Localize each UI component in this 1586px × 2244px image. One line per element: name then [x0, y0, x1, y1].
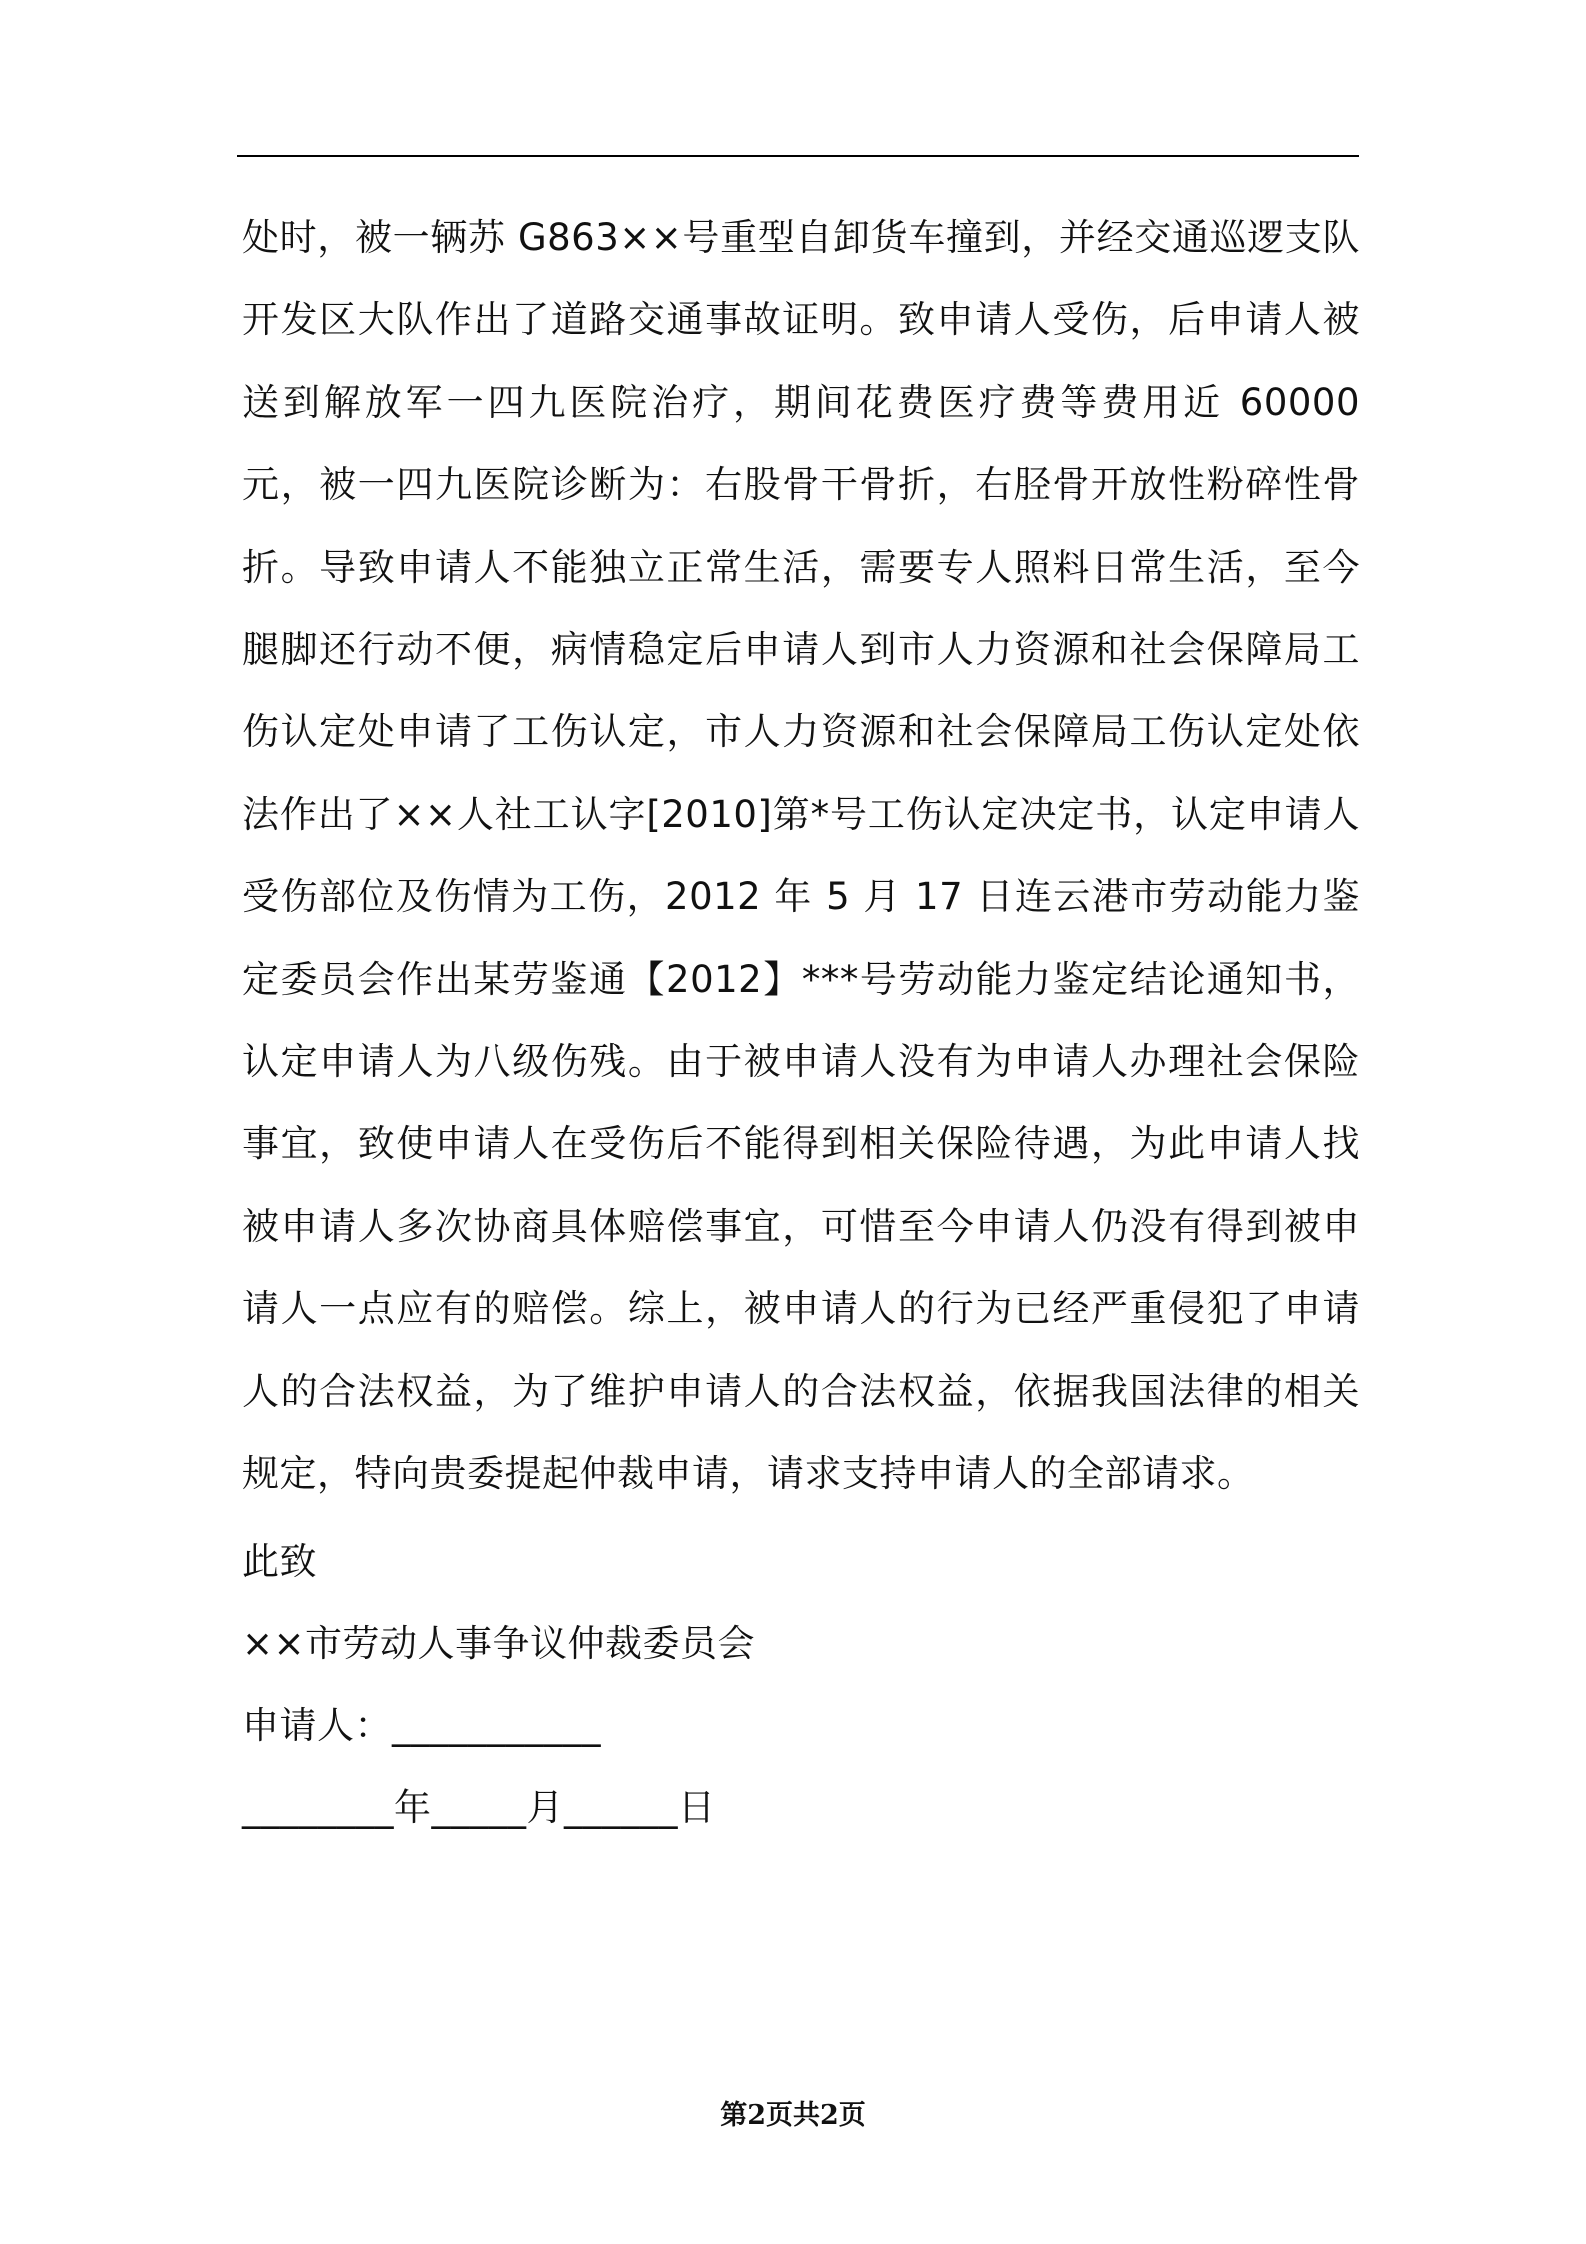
salutation: 此致: [242, 1540, 317, 1583]
header-rule: [237, 155, 1359, 157]
recipient: ××市劳动人事争议仲裁委员会: [242, 1622, 756, 1665]
page-number: 第2页共2页: [720, 2100, 866, 2131]
date-line: ________年_____月______日: [242, 1786, 716, 1829]
applicant-signature-line: 申请人：___________: [242, 1704, 601, 1747]
body-paragraph: 处时，被一辆苏 G863××号重型自卸货车撞到，并经交通巡逻支队开发区大队作出了道路交通事故证明。致申请人受伤，后申请人被送到解放军一四九医院治疗，期间花费医疗费等费用近 60000 元，被一四九医院诊断为：右股骨干骨折，右胫骨开放性粉碎性骨折。导致申请人不能独立正常生活，需要专人照料日常生活，至今腿脚还行动不便，病情稳定后申请人到市人力资源和社会保障局工伤认定处申请了工伤认定，市人力资源和社会保障局工伤认定处依法作出了××人社工认字[2010]第*号工伤认定决定书，认定申请人受伤部位及伤情为工伤，2012 年 5 月 17 日连云港市劳动能力鉴定委员会作出某劳鉴通【2012】***号劳动能力鉴定结论通知书，认定申请人为八级伤残。由于被申请人没有为申请人办理社会保险事宜，致使申请人在受伤后不能得到相关保险待遇，为此申请人找被申请人多次协商具体赔偿事宜，可惜至今申请人仍没有得到被申请人一点应有的赔偿。综上，被申请人的行为已经严重侵犯了申请人的合法权益，为了维护申请人的合法权益，依据我国法律的相关规定，特向贵委提起仲裁申请，请求支持申请人的全部请求。: [242, 216, 1360, 1496]
